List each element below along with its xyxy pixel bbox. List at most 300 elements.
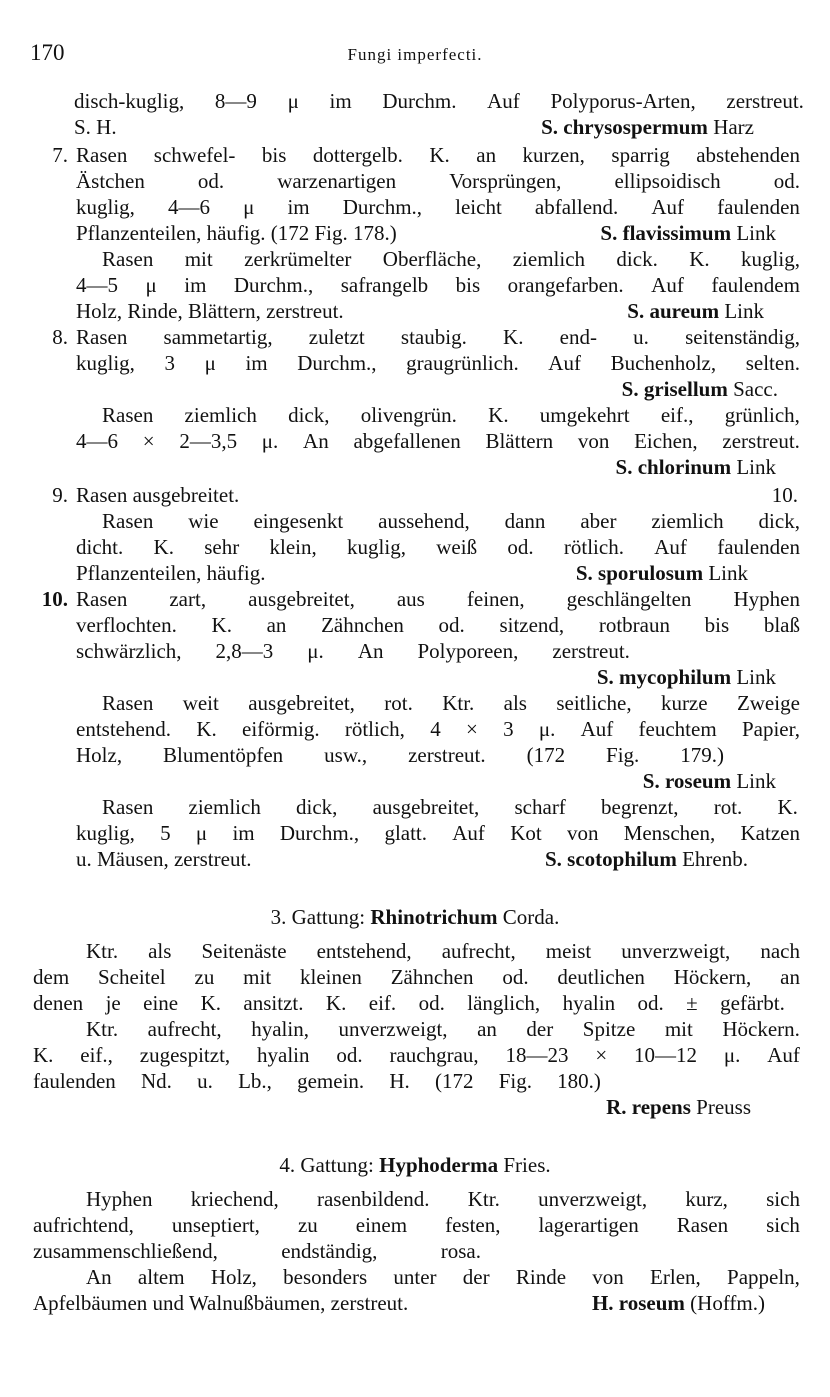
word: endständig,	[281, 1239, 378, 1263]
word: 3	[503, 717, 514, 741]
word: ziemlich	[188, 795, 261, 819]
word: wie	[188, 509, 219, 533]
word: grünlich,	[724, 403, 800, 427]
word: Durchm.	[382, 89, 457, 113]
word: im	[329, 89, 352, 113]
word: Nd.	[141, 1069, 172, 1093]
text-run: S. H.	[74, 115, 117, 139]
word: von	[592, 1265, 624, 1289]
taxon-bold: Hyphoderma	[379, 1153, 499, 1177]
word: eif.,	[660, 403, 694, 427]
word: als	[148, 939, 172, 963]
word: staubig.	[400, 325, 467, 349]
text-line	[76, 716, 800, 742]
word: seitliche,	[556, 691, 632, 715]
word: Ästchen	[76, 169, 145, 193]
taxon-entry	[576, 560, 748, 586]
taxon-name	[576, 561, 703, 585]
word: od.	[197, 169, 225, 193]
word: od.	[773, 169, 800, 193]
word: Hyphen	[733, 587, 800, 611]
word: Rasen	[102, 403, 154, 427]
word: Scheitel	[98, 965, 166, 989]
word: dick,	[296, 795, 338, 819]
word: Blumentöpfen	[163, 743, 284, 767]
word: 10—12	[634, 1043, 698, 1067]
word: An	[303, 429, 329, 453]
taxon-name	[606, 1095, 691, 1119]
text-line	[76, 664, 776, 690]
word: an	[477, 1017, 497, 1041]
key-number: 7.	[52, 143, 68, 167]
text-line	[76, 534, 800, 560]
text-line	[86, 938, 800, 964]
word: zugespitzt,	[139, 1043, 231, 1067]
word: sich	[766, 1187, 800, 1211]
word: glatt.	[384, 821, 428, 845]
word: K.	[153, 535, 174, 559]
word: rötlich,	[344, 717, 405, 741]
word: der	[462, 1265, 490, 1289]
word: unverzweigt,	[538, 1187, 648, 1211]
text-run: Holz, Rinde, Blättern, zerstreut.	[76, 299, 344, 323]
taxon-entry	[592, 1290, 765, 1316]
word: zart,	[169, 587, 207, 611]
word: eif.	[368, 991, 397, 1015]
word: bis	[704, 613, 730, 637]
text-run: Apfelbäumen und Walnußbäumen, zerstreut.	[33, 1291, 409, 1315]
taxon-name	[627, 299, 719, 323]
word: olivengrün.	[360, 403, 457, 427]
word: Kot	[510, 821, 542, 845]
taxon-bold: S. scotophilum	[544, 847, 677, 871]
key-number: 9.	[52, 483, 68, 507]
word: Durchm.,	[233, 273, 314, 297]
word: klein,	[269, 535, 317, 559]
text-line	[0, 1152, 830, 1178]
text-run: Link	[703, 561, 748, 585]
word: zerstreut.	[408, 743, 486, 767]
text-line	[76, 220, 776, 246]
word: Papier,	[741, 717, 800, 741]
word: von	[577, 429, 610, 453]
text-line	[74, 88, 804, 114]
word: abgefallenen	[353, 429, 461, 453]
word: faulenden	[717, 195, 800, 219]
word: eine	[143, 991, 179, 1015]
word: hyalin,	[251, 1017, 309, 1041]
text-run: Fries.	[498, 1153, 551, 1177]
text-line	[76, 298, 764, 324]
text-line	[76, 454, 776, 480]
word: Auf	[767, 1043, 800, 1067]
word: od.	[507, 535, 534, 559]
word: kurz,	[685, 1187, 728, 1211]
word: 4	[430, 717, 441, 741]
text-run: Pflanzenteilen, häufig. (172 Fig. 178.)	[76, 221, 397, 245]
word: sehr	[204, 535, 240, 559]
word: sparrig	[611, 143, 670, 167]
taxon-bold: Rhinotrichum	[370, 905, 498, 929]
text-line	[33, 1212, 800, 1238]
word: Polyporeen,	[417, 639, 519, 663]
word: 2,8—3	[215, 639, 274, 663]
word: Rasen	[102, 247, 154, 271]
text-line	[76, 428, 800, 454]
word: zerstreut.	[722, 429, 800, 453]
running-head: Fungi imperfecti.	[347, 45, 483, 64]
word: end-	[559, 325, 597, 349]
taxon-name	[622, 377, 728, 401]
word: Ktr.	[467, 1187, 500, 1211]
word: μ	[287, 89, 299, 113]
word: sich	[766, 1213, 800, 1237]
word: K.	[777, 795, 798, 819]
word: kurzen,	[522, 143, 585, 167]
word: sitzend,	[499, 613, 565, 637]
word: ausgebreitet,	[248, 587, 355, 611]
word: K.	[429, 143, 450, 167]
word: (172	[526, 743, 566, 767]
text-run: Link	[719, 299, 764, 323]
text-line	[76, 350, 800, 376]
word: an	[780, 965, 800, 989]
word: verflochten.	[76, 613, 177, 637]
taxon-bold: R. repens	[606, 1095, 691, 1119]
word: u.	[633, 325, 649, 349]
word: ×	[465, 717, 478, 741]
text-run: Preuss	[690, 1095, 751, 1119]
word: ×	[595, 1043, 608, 1067]
word: mit	[243, 965, 272, 989]
word: aussehend,	[378, 509, 470, 533]
word: ansitzt.	[243, 991, 304, 1015]
page-number: 170	[30, 40, 65, 65]
word: μ.	[307, 639, 324, 663]
word: rosa.	[440, 1239, 481, 1263]
word: aufrichtend,	[33, 1213, 134, 1237]
word: kuglig,	[741, 247, 800, 271]
taxon-bold: H. roseum	[591, 1291, 685, 1315]
word: μ	[243, 195, 255, 219]
text-line	[86, 1264, 800, 1290]
word: ×	[142, 429, 155, 453]
word: Oberfläche,	[382, 247, 482, 271]
word: Blättern	[485, 429, 554, 453]
word: od.	[502, 965, 529, 989]
word: festen,	[445, 1213, 501, 1237]
word: dick.	[616, 247, 658, 271]
word: Rasen	[76, 325, 128, 349]
word: selten.	[745, 351, 800, 375]
word: zerstreut.	[552, 639, 630, 663]
word: 3	[164, 351, 176, 375]
word: K.	[211, 613, 232, 637]
word: ausgebreitet,	[248, 691, 355, 715]
word: Durchm.,	[279, 821, 360, 845]
word: Fig.	[606, 743, 640, 767]
word: Rasen	[102, 795, 154, 819]
text-run: Link	[731, 769, 776, 793]
word: kuglig,	[347, 535, 406, 559]
word: zuletzt	[308, 325, 365, 349]
word: leicht	[455, 195, 502, 219]
word: gefärbt.	[720, 991, 785, 1015]
text-run: Link	[731, 221, 776, 245]
word: Rasen	[102, 691, 154, 715]
word: im	[287, 195, 310, 219]
word: rot.	[713, 795, 743, 819]
taxon-name	[592, 1291, 685, 1315]
word: umgekehrt	[539, 403, 630, 427]
word: von	[566, 821, 599, 845]
word: eif.,	[80, 1043, 113, 1067]
word: kuglig,	[76, 821, 135, 845]
text-line	[33, 1238, 481, 1264]
text-run: u. Mäusen, zerstreut.	[76, 847, 252, 871]
taxon-entry	[541, 114, 754, 140]
word: zu	[194, 965, 215, 989]
word: ziemlich	[651, 509, 724, 533]
word: Rasen	[676, 1213, 729, 1237]
word: graugrünlich.	[406, 351, 519, 375]
text-run: Sacc.	[727, 377, 778, 401]
word: feinen,	[466, 587, 525, 611]
taxon-name	[379, 1153, 498, 1177]
word: od.	[438, 613, 465, 637]
word: rasenbildend.	[316, 1187, 430, 1211]
word: zusammenschließend,	[33, 1239, 218, 1263]
word: mit	[664, 1017, 693, 1041]
text-line	[33, 990, 785, 1016]
word: im	[245, 351, 268, 375]
word: scharf	[514, 795, 566, 819]
word: ±	[686, 991, 698, 1015]
text-line	[102, 402, 800, 428]
word: faulendem	[711, 273, 800, 297]
taxon-entry	[627, 298, 764, 324]
word: An	[86, 1265, 112, 1289]
word: od.	[336, 1043, 363, 1067]
text-run: Rasen ausgebreitet.	[76, 483, 240, 507]
taxon-name	[545, 847, 677, 871]
word: lagerartigen	[538, 1213, 639, 1237]
taxon-bold: S. roseum	[642, 769, 732, 793]
word: Menschen,	[623, 821, 716, 845]
word: safrangelb	[340, 273, 429, 297]
word: deutlichen	[557, 965, 645, 989]
word: orangefarben.	[507, 273, 624, 297]
word: dem	[33, 965, 70, 989]
text-line	[76, 742, 724, 768]
word: H.	[389, 1069, 410, 1093]
word: Ktr.	[442, 691, 475, 715]
word: μ.	[723, 1043, 741, 1067]
word: seitenständig,	[685, 325, 800, 349]
text-line	[102, 794, 798, 820]
word: ellipsoidisch	[614, 169, 721, 193]
word: zerkrümelter	[244, 247, 352, 271]
word: unseptiert,	[171, 1213, 260, 1237]
word: Höckern,	[673, 965, 752, 989]
text-line	[33, 1290, 765, 1316]
word: dottergelb.	[312, 143, 403, 167]
taxon-bold: S. aureum	[627, 299, 720, 323]
word: schwärzlich,	[76, 639, 182, 663]
word: an	[266, 613, 287, 637]
word: bis	[261, 143, 287, 167]
word: Zähnchen	[321, 613, 404, 637]
word: Auf	[580, 717, 614, 741]
word: Auf	[452, 821, 485, 845]
word: unverzweigt,	[338, 1017, 448, 1041]
word: eiförmig.	[242, 717, 320, 741]
word: kuglig,	[76, 195, 135, 219]
taxon-bold: S. flavissimum	[600, 221, 732, 245]
word: mit	[184, 247, 213, 271]
text-line	[76, 638, 630, 664]
key-number: 10.	[41, 587, 68, 611]
text-line	[86, 1186, 800, 1212]
word: weiß	[436, 535, 478, 559]
taxon-entry	[545, 846, 748, 872]
text-line	[33, 964, 800, 990]
word: Zweige	[736, 691, 800, 715]
word: gemein.	[297, 1069, 365, 1093]
word: dann	[504, 509, 546, 533]
text-run: Pflanzenteilen, häufig.	[76, 561, 266, 585]
word: K.	[33, 1043, 54, 1067]
text-line	[102, 690, 800, 716]
word: disch-kuglig,	[74, 89, 185, 113]
word: 8—9	[214, 89, 257, 113]
word: Ktr.	[86, 1017, 119, 1041]
word: als	[503, 691, 527, 715]
word: eingesenkt	[253, 509, 344, 533]
word: unverzweigt,	[621, 939, 731, 963]
text-line	[76, 168, 800, 194]
word: 4—6	[168, 195, 211, 219]
text-run: Link	[731, 665, 776, 689]
word: Seitenäste	[201, 939, 287, 963]
word: Auf	[487, 89, 520, 113]
word: 180.)	[557, 1069, 601, 1093]
word: rauchgrau,	[389, 1043, 479, 1067]
word: abfallend.	[534, 195, 619, 219]
word: μ	[204, 351, 216, 375]
text-line	[52, 142, 800, 168]
word: Auf	[548, 351, 581, 375]
text-run: Ehrenb.	[676, 847, 748, 871]
word: ziemlich	[512, 247, 586, 271]
word: unter	[393, 1265, 437, 1289]
text-run: 4. Gattung:	[279, 1153, 380, 1177]
word: μ.	[538, 717, 556, 741]
word: bis	[455, 273, 481, 297]
word: aufrecht,	[147, 1017, 222, 1041]
word: je	[105, 991, 121, 1015]
word: Rinde	[515, 1265, 567, 1289]
word: usw.,	[324, 743, 368, 767]
word: Polyporus-Arten,	[550, 89, 696, 113]
word: Holz,	[210, 1265, 257, 1289]
word: K.	[503, 325, 524, 349]
word: Durchm.,	[297, 351, 377, 375]
text-line	[76, 560, 748, 586]
word: an	[476, 143, 497, 167]
word: blaß	[763, 613, 800, 637]
word: Lb.,	[238, 1069, 272, 1093]
word: entstehend,	[316, 939, 412, 963]
word: Katzen	[740, 821, 800, 845]
taxon-name	[643, 769, 731, 793]
word: 4—6	[76, 429, 118, 453]
text-line	[86, 1016, 800, 1042]
word: 2—3,5	[179, 429, 238, 453]
word: Buchenholz,	[610, 351, 717, 375]
word: Fig.	[498, 1069, 532, 1093]
word: feuchtem	[638, 717, 717, 741]
word: kurze	[660, 691, 708, 715]
word: Vorsprüngen,	[449, 169, 562, 193]
text-line	[76, 272, 800, 298]
text-run: 10.	[771, 483, 798, 507]
text-line	[33, 1094, 751, 1120]
text-line	[76, 194, 800, 220]
word: od.	[418, 991, 445, 1015]
word: rötlich.	[563, 535, 624, 559]
word: Zähnchen	[390, 965, 474, 989]
word: K.	[200, 991, 221, 1015]
text-line	[76, 820, 800, 846]
word: Spitze	[582, 1017, 636, 1041]
word: Durchm.,	[342, 195, 423, 219]
word: (172	[435, 1069, 474, 1093]
text-line	[76, 612, 800, 638]
text-line	[76, 768, 776, 794]
word: μ	[195, 821, 208, 845]
word: od.	[637, 991, 664, 1015]
text-run: (Hoffm.)	[684, 1291, 765, 1315]
text-run: Link	[731, 455, 776, 479]
word: K.	[196, 717, 217, 741]
text-run: 3. Gattung:	[270, 905, 371, 929]
taxon-entry	[600, 220, 776, 246]
word: besonders	[283, 1265, 368, 1289]
word: faulenden	[717, 535, 800, 559]
word: Auf	[651, 273, 684, 297]
word: meist	[545, 939, 592, 963]
word: μ.	[261, 429, 279, 453]
word: der	[526, 1017, 554, 1041]
word: kleinen	[300, 965, 362, 989]
word: Pappeln,	[727, 1265, 800, 1289]
word: An	[357, 639, 384, 663]
word: einem	[355, 1213, 408, 1237]
word: zu	[297, 1213, 318, 1237]
word: geschlängelten	[566, 587, 692, 611]
word: dicht.	[76, 535, 124, 559]
word: dick,	[288, 403, 330, 427]
word: rot.	[384, 691, 413, 715]
taxon-name	[616, 455, 732, 479]
word: altem	[137, 1265, 185, 1289]
word: Rasen	[76, 587, 128, 611]
word: Auf	[651, 195, 685, 219]
word: länglich,	[467, 991, 541, 1015]
word: u.	[197, 1069, 213, 1093]
text-line	[76, 846, 748, 872]
